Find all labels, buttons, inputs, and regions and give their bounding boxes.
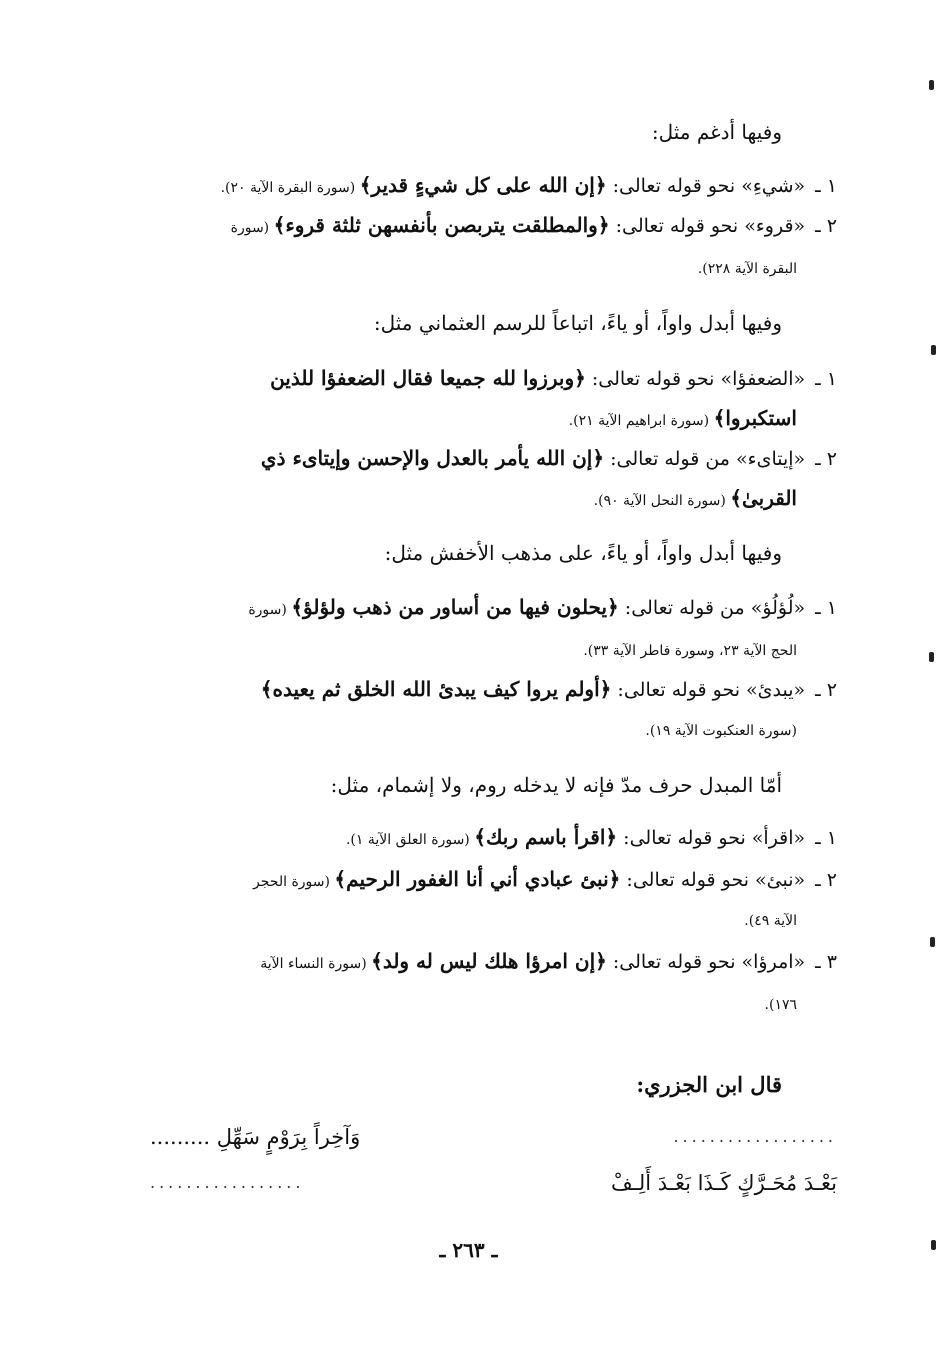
item-text: «قروء» نحو قوله تعالى: xyxy=(609,215,806,237)
list-item xyxy=(140,592,837,625)
verse-1-left-hemistich: وَآخِراً بِرَوْمٍ سَهِّلِ ......... xyxy=(150,1125,361,1149)
verse-1-right-hemistich: .................. xyxy=(673,1127,837,1146)
surah-reference-cont: (سورة العنكبوت الآية ١٩). xyxy=(645,723,797,739)
quran-quote: استكبروا﴾ xyxy=(713,406,797,430)
list-item xyxy=(140,170,837,203)
item-text: «نبئ» نحو قوله تعالى: xyxy=(620,869,806,891)
surah-reference: (سورة العلق الآية ١). xyxy=(345,832,475,848)
quran-quote: ﴿اقرأ باسم ربك﴾ xyxy=(474,825,618,849)
scan-mark xyxy=(930,937,935,947)
surah-reference-cont: البقرة الآية ٢٢٨). xyxy=(697,261,797,277)
list-item xyxy=(140,864,837,897)
item-number: ١ ـ xyxy=(815,175,837,197)
quran-quote: ﴿إن امرؤا هلك ليس له ولد﴾ xyxy=(371,949,607,973)
surah-reference: (سورة xyxy=(248,602,292,618)
item-text: «امرؤا» نحو قوله تعالى: xyxy=(606,951,806,973)
page-number: ـ ٢٦٣ ـ xyxy=(439,1238,498,1262)
item-text: «إيتاىء» من قوله تعالى: xyxy=(604,448,806,470)
surah-reference: (سورة الحجر xyxy=(253,874,335,890)
scan-mark xyxy=(929,652,934,662)
item-number: ٢ ـ xyxy=(815,215,837,237)
section1-intro: وفيها أدغم مثل: xyxy=(651,120,782,144)
item-number: ٣ ـ xyxy=(815,951,837,973)
list-item xyxy=(140,210,837,243)
quran-quote: ﴿إن الله يأمر بالعدل والإحسن وإيتاىء ذي xyxy=(260,446,605,470)
surah-reference: (سورة النحل الآية ٩٠). xyxy=(593,493,731,509)
list-item xyxy=(140,443,837,474)
scan-mark xyxy=(929,80,934,90)
list-item-continued xyxy=(140,403,797,436)
surah-reference: (سورة النساء الآية xyxy=(260,956,372,972)
item-text: «يبدئ» نحو قوله تعالى: xyxy=(611,679,806,701)
surah-reference-cont: ١٧٦). xyxy=(764,997,797,1013)
item-number: ٢ ـ xyxy=(815,448,837,470)
section2-intro: وفيها أبدل واواً، أو ياءً، اتباعاً للرسم العثماني مثل: xyxy=(373,311,782,335)
list-item-continued xyxy=(140,483,797,516)
item-text: «شيءِ» نحو قوله تعالى: xyxy=(606,175,806,197)
quran-quote: ﴿إن الله على كل شيءٍ قدير﴾ xyxy=(359,173,607,197)
scan-mark xyxy=(931,345,936,355)
item-number: ٢ ـ xyxy=(815,869,837,891)
item-number: ٢ ـ xyxy=(815,679,837,701)
item-text: «الضعفؤا» نحو قوله تعالى: xyxy=(585,368,806,390)
scan-mark xyxy=(931,1240,936,1250)
item-text: «لُؤلُؤ» من قوله تعالى: xyxy=(618,597,806,619)
item-number: ١ ـ xyxy=(815,827,837,849)
poem-heading: قال ابن الجزري: xyxy=(636,1072,782,1097)
quran-quote: القربىٰ﴾ xyxy=(730,486,797,510)
section4-intro: أمّا المبدل حرف مدّ فإنه لا يدخله روم، ولا إشمام، مثل: xyxy=(330,773,782,797)
verse-2-left-hemistich: ................. xyxy=(150,1173,305,1192)
item-number: ١ ـ xyxy=(815,368,837,390)
surah-reference: (سورة البقرة الآية ٢٠). xyxy=(220,180,360,196)
quran-quote: ﴿أولم يروا كيف يبدئ الله الخلق ثم يعيده﴾ xyxy=(260,677,612,701)
quran-quote: ﴿والمطلقت يتربصن بأنفسهن ثلثة قروء﴾ xyxy=(273,213,610,237)
item-text: «اقرأ» نحو قوله تعالى: xyxy=(617,827,806,849)
item-number: ١ ـ xyxy=(815,597,837,619)
quran-quote: ﴿نبئ عبادي أني أنا الغفور الرحيم﴾ xyxy=(334,867,621,891)
surah-reference: (سورة ابراهيم الآية ٢١). xyxy=(568,413,714,429)
surah-reference-cont: الآية ٤٩). xyxy=(744,913,797,929)
verse-2-right-hemistich: بَعْـدَ مُحَـرَّكٍ كَـذَا بَعْـدَ أَلِـفْ xyxy=(611,1171,837,1195)
surah-reference: (سورة xyxy=(230,220,274,236)
list-item xyxy=(140,822,837,855)
list-item xyxy=(140,363,837,394)
quran-quote: ﴿وبرزوا لله جميعا فقال الضعفؤا للذين xyxy=(270,366,586,390)
section3-intro: وفيها أبدل واواً، أو ياءً، على مذهب الأخفش مثل: xyxy=(384,541,782,565)
surah-reference-cont: الحج الآية ٢٣، وسورة فاطر الآية ٣٣). xyxy=(583,643,797,659)
list-item xyxy=(140,674,837,705)
list-item xyxy=(140,946,837,979)
quran-quote: ﴿يحلون فيها من أساور من ذهب ولؤلؤ﴾ xyxy=(291,595,619,619)
